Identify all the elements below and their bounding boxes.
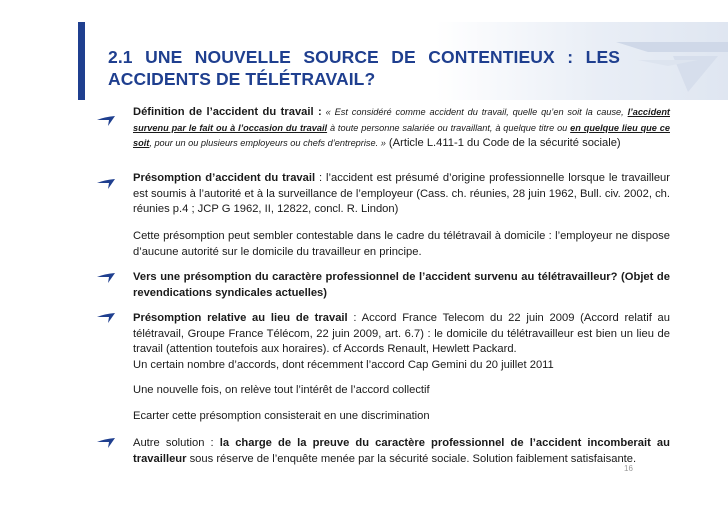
burden-text-a: Autre solution : — [133, 437, 220, 449]
definition-quote-a: « Est considéré comme accident du travail, quelle qu’en soit la cause, — [321, 107, 628, 117]
definition-paragraph — [133, 105, 670, 152]
presumption-heading: Présomption d’accident du travail — [133, 172, 316, 184]
burden-heading: la charge de la preuve du caractère professionnel de l’accident incomberait au travailleur — [133, 437, 670, 465]
discrimination-paragraph: Ecarter cette présomption consisterait en une discrimination — [133, 410, 430, 422]
burden-text-b: sous réserve de l’enquête menée par la sécurité sociale. Solution faiblement satisfaisante. — [186, 452, 637, 465]
presumption-text: : l’accident est présumé d’origine professionnelle lorsque le travailleur est soumis à l’autorité et à la surveillance de l’employeur (Cass. ch. réunies, 28 juin 1962, Bull. civ. 2002, ch. réunies p.4 ; JCP G 1962, II, 12822, concl. R. Lindon) — [133, 172, 670, 216]
definition-quote-b: à toute personne salariée ou travaillant, à quelque titre ou — [327, 122, 571, 133]
definition-quote-c: , pour un ou plusieurs employeurs ou chefs d’entreprise. » — [149, 138, 386, 149]
arrow-swoosh-icon — [96, 437, 116, 449]
definition-quote-underlined-2: en quelque lieu que ce soit — [133, 122, 670, 149]
workplace-presumption-paragraph — [133, 311, 670, 373]
definition-reference: (Article L.411-1 du Code de la sécurité sociale) — [385, 137, 621, 150]
workplace-presumption-heading: Présomption relative au lieu de travail — [133, 312, 348, 324]
workplace-presumption-line2: Un certain nombre d’accords, dont récemment l’accord Cap Gemini du 20 juillet 2011 — [133, 358, 554, 371]
presumption-paragraph — [133, 171, 670, 218]
slide-title: 2.1 UNE NOUVELLE SOURCE DE CONTENTIEUX : LES ACCIDENTS DE TÉLÉTRAVAIL? — [108, 47, 620, 89]
contestable-paragraph: Cette présomption peut sembler contestable dans le cadre du télétravail à domicile : l’employeur ne dispose d’aucune autorité sur le domicile du travailleur en principe. — [133, 230, 670, 258]
toward-presumption-paragraph — [133, 270, 670, 301]
collective-agreement-paragraph: Une nouvelle fois, on relève tout l’intérêt de l’accord collectif — [133, 384, 430, 396]
arrow-swoosh-icon — [96, 178, 116, 190]
definition-quote-underlined-1: l’accident survenu par le fait ou à l’occasion du travail — [133, 107, 670, 133]
header-accent-bar — [78, 22, 85, 100]
arrow-swoosh-icon — [96, 115, 116, 127]
arrow-swoosh-icon — [96, 272, 116, 284]
workplace-presumption-text: : Accord France Telecom du 22 juin 2009 (Accord relatif au télétravail, Groupe France Télécom, 22 juin 2009, art. 6.7) : le domicile du télétravailleur est bien un lieu de travail (attention toutefois aux horaires). cf Accords Renault, Hewlett Packard. — [133, 312, 671, 356]
definition-heading: Définition de l’accident du travail : — [133, 106, 322, 118]
page-number: 16 — [624, 464, 633, 473]
toward-presumption-heading: Vers une présomption du caractère professionnel de l’accident survenu au télétravailleur? (Objet de revendications syndicales actuelles) — [133, 271, 670, 299]
arrow-swoosh-icon — [96, 312, 116, 324]
burden-of-proof-paragraph — [133, 436, 670, 467]
